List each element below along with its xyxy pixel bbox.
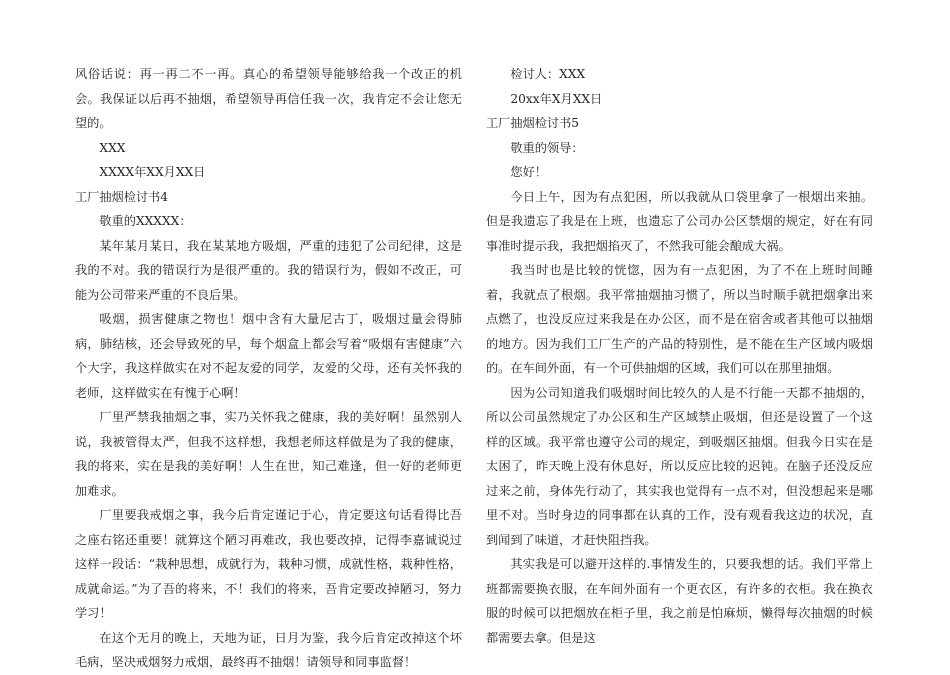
signature-name: XXX [99,140,126,155]
paragraph: 因为公司知道我们吸烟时间比较久的人是不行能一天都不抽烟的，所以公司虽然规定了办公区和生产区域禁止吸烟，但还是设置了一个这样的区域。我平常也遵守公司的规定，到吸烟区抽烟。但我今日实在是太困了，昨天晚上没有休息好，所以反应比较的迟钝。在脑子还没反应过来之前，身体先行动了，其实我也觉得有一点不对，但没想起来是哪里不对。当时身边的同事都在认真的工作，没有观看我这边的状况，直到闻到了味道，才赶快阻挡我。 [486,385,873,547]
section-heading: 工厂抽烟检讨书4 [75,189,169,204]
signature-date: XXXX年XX月XX日 [99,165,206,179]
greeting: 您好！ [510,165,547,179]
salutation: 敬重的领导： [510,140,584,155]
left-column [75,62,462,675]
paragraph: 我当时也是比较的恍惚，因为有一点犯困，为了不在上班时间睡着，我就点了根烟。我平常抽烟抽习惯了，所以当时顺手就把烟拿出来点燃了，也没反应过来我是在办公区，而不是在宿舍或者其他可以抽烟的地方。因为我们工厂生产的产品的特别性，是不能在生产区域内吸烟的。在车间外面，有一个可供抽烟的区域，我们可以在那里抽烟。 [486,263,873,375]
paragraph: 吸烟，损害健康之物也！烟中含有大量尼古丁，吸烟过量会得肺病，肺结核，还会导致死的早，每个烟盒上都会写着“吸烟有害健康”六个大字，我这样做实在对不起友爱的同学，友爱的父母，还有关怀我的老师，这样做实在有愧于心啊！ [75,312,462,400]
paragraph: 其实我是可以避开这样的.事情发生的，只要我想的话。我们平常上班都需要换衣服，在车间外面有一个更衣区，有许多的衣柜。我在换衣服的时候可以把烟放在柜子里，我之前是怕麻烦，懒得每次抽烟的时候都需要去拿。但是这 [486,557,873,645]
signature-date: 20xx年X月XX日 [510,91,603,106]
section-heading: 工厂抽烟检讨书5 [486,116,580,130]
paragraph: 厂里严禁我抽烟之事，实乃关怀我之健康，我的美好啊！虽然别人说，我被管得太严，但我不这样想，我想老师这样做是为了我的健康，我的将来，实在是我的美好啊！人生在世，知己难逢，但一好的老师更加难求。 [75,410,462,498]
right-column [486,62,873,650]
signature-name: 检讨人：XXX [510,67,586,81]
salutation: 敬重的XXXXX： [99,214,192,228]
paragraph: 风俗话说：再一再二不一再。真心的希望领导能够给我一个改正的机会。我保证以后再不抽烟，希望领导再信任我一次，我肯定不会让您无望的。 [75,67,462,130]
paragraph: 某年某月某日，我在某某地方吸烟，严重的违犯了公司纪律，这是我的不对。我的错误行为是很严重的。我的错误行为，假如不改正，可能为公司带来严重的不良后果。 [75,238,462,302]
paragraph: 厂里要我戒烟之事，我今后肯定谨记于心，肯定要这句话看得比吾之座右铭还重要！就算这个陋习再难改，我也要改掉，记得李嘉诚说过这样一段话：“栽种思想，成就行为，栽种习惯，成就性格，栽种性格，成就命运。”为了吾的将来，不！我们的将来，吾肯定要改掉陋习，努力学习！ [75,508,462,620]
paragraph: 在这个无月的晚上，天地为证，日月为鉴，我今后肯定改掉这个坏毛病，坚决戒烟努力戒烟，最终再不抽烟！请领导和同事监督！ [75,630,462,669]
paragraph: 今日上午，因为有点犯困，所以我就从口袋里拿了一根烟出来抽。但是我遗忘了我是在上班，也遗忘了公司办公区禁烟的规定，好在有同事准时提示我，我把烟掐灭了，不然我可能会酿成大祸。 [486,189,873,253]
